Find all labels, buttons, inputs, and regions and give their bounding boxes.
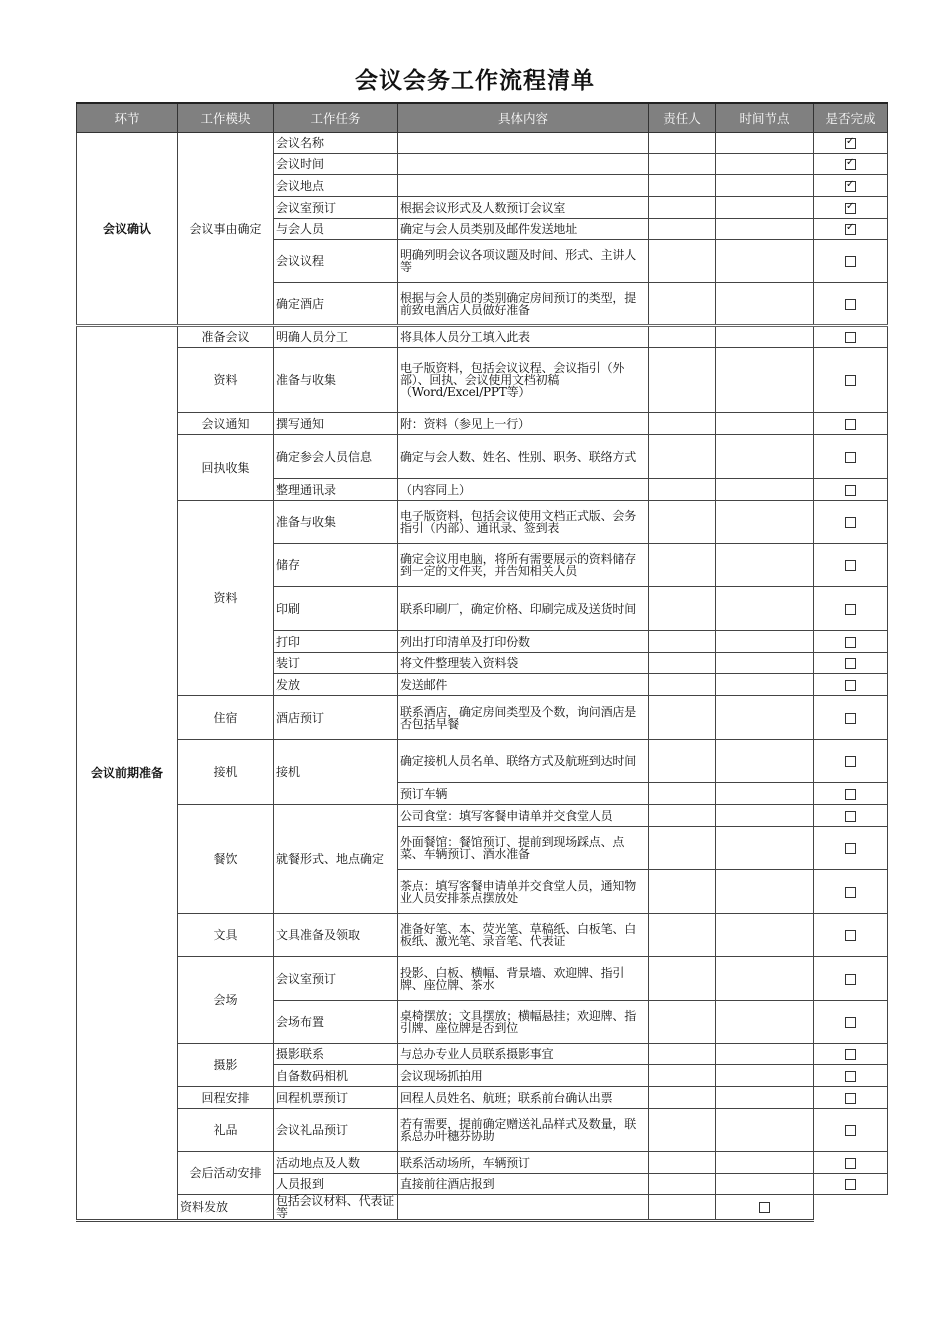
- checkbox-unchecked-icon[interactable]: [845, 1071, 856, 1082]
- task-cell: 发放: [274, 674, 398, 696]
- done-cell: [814, 544, 888, 587]
- detail-cell: 直接前往酒店报到: [398, 1174, 649, 1195]
- deadline-cell[interactable]: [716, 587, 814, 631]
- owner-cell[interactable]: [649, 1109, 716, 1152]
- owner-cell[interactable]: [649, 154, 716, 175]
- col-header-owner: 责任人: [649, 103, 716, 133]
- done-cell: [814, 133, 888, 154]
- task-cell: 准备与收集: [274, 348, 398, 413]
- table-row: [77, 326, 888, 348]
- owner-cell[interactable]: [649, 1044, 716, 1065]
- table-row: [77, 1087, 888, 1109]
- task-cell: 会议室预订: [274, 197, 398, 219]
- checkbox-unchecked-icon[interactable]: [845, 1049, 856, 1060]
- stage-cell: 会议确认: [77, 133, 178, 326]
- done-cell: [814, 957, 888, 1001]
- owner-cell[interactable]: [398, 1195, 649, 1221]
- deadline-cell[interactable]: [716, 240, 814, 283]
- detail-cell: 将具体人员分工填入此表: [398, 326, 649, 348]
- checkbox-unchecked-icon[interactable]: [845, 452, 856, 463]
- done-cell: [814, 413, 888, 435]
- deadline-cell[interactable]: [716, 1109, 814, 1152]
- table-row: [77, 914, 888, 957]
- owner-cell[interactable]: [649, 326, 716, 348]
- done-cell: [814, 1174, 888, 1195]
- module-cell: 会场: [178, 957, 274, 1044]
- detail-cell: 明确列明会议各项议题及时间、形式、主讲人等: [398, 240, 649, 283]
- checkbox-checked-icon[interactable]: [845, 138, 856, 149]
- table-row: [77, 133, 888, 154]
- task-cell: 整理通讯录: [274, 479, 398, 501]
- task-cell: 打印: [274, 631, 398, 653]
- owner-cell[interactable]: [649, 197, 716, 219]
- done-cell: [814, 587, 888, 631]
- module-cell: 会议事由确定: [178, 133, 274, 326]
- module-cell: 接机: [178, 740, 274, 805]
- detail-cell: [398, 133, 649, 154]
- owner-cell[interactable]: [649, 631, 716, 653]
- detail-cell: 确定会议用电脑，将所有需要展示的资料储存到一定的文件夹，并告知相关人员: [398, 544, 649, 587]
- deadline-cell[interactable]: [716, 1065, 814, 1087]
- detail-cell: 会议现场抓拍用: [398, 1065, 649, 1087]
- done-cell: [814, 696, 888, 740]
- done-cell: [814, 154, 888, 175]
- deadline-cell[interactable]: [716, 674, 814, 696]
- owner-cell[interactable]: [649, 133, 716, 154]
- detail-cell: 附：资料（参见上一行）: [398, 413, 649, 435]
- module-cell: 摄影: [178, 1044, 274, 1087]
- module-cell: 餐饮: [178, 805, 274, 914]
- checkbox-checked-icon[interactable]: [845, 224, 856, 235]
- detail-cell: 桌椅摆放；文具摆放；横幅悬挂；欢迎牌、指引牌、座位牌是否到位: [398, 1001, 649, 1044]
- detail-cell: 列出打印清单及打印份数: [398, 631, 649, 653]
- checkbox-unchecked-icon[interactable]: [845, 974, 856, 985]
- detail-cell: 发送邮件: [398, 674, 649, 696]
- checkbox-unchecked-icon[interactable]: [845, 256, 856, 267]
- task-cell: 明确人员分工: [274, 326, 398, 348]
- checkbox-unchecked-icon[interactable]: [845, 789, 856, 800]
- task-cell: 酒店预订: [274, 696, 398, 740]
- done-cell: [814, 326, 888, 348]
- done-cell: [814, 283, 888, 326]
- deadline-cell[interactable]: [716, 501, 814, 544]
- col-header-done: 是否完成: [814, 103, 888, 133]
- col-header-stage: 环节: [77, 103, 178, 133]
- checkbox-unchecked-icon[interactable]: [845, 658, 856, 669]
- checkbox-unchecked-icon[interactable]: [845, 930, 856, 941]
- table-row: [77, 435, 888, 479]
- owner-cell[interactable]: [649, 783, 716, 805]
- done-cell: [716, 1195, 814, 1221]
- owner-cell[interactable]: [649, 348, 716, 413]
- deadline-cell[interactable]: [716, 1044, 814, 1065]
- deadline-cell[interactable]: [716, 957, 814, 1001]
- table-row: [77, 1152, 888, 1174]
- task-cell: 回程机票预订: [274, 1087, 398, 1109]
- module-cell: 会后活动安排: [178, 1152, 274, 1195]
- owner-cell[interactable]: [649, 413, 716, 435]
- task-cell: 撰写通知: [274, 413, 398, 435]
- task-cell: 文具准备及领取: [274, 914, 398, 957]
- owner-cell[interactable]: [649, 1065, 716, 1087]
- col-header-detail: 具体内容: [398, 103, 649, 133]
- detail-cell: 公司食堂：填写客餐申请单并交食堂人员: [398, 805, 649, 827]
- deadline-cell[interactable]: [716, 914, 814, 957]
- done-cell: [814, 348, 888, 413]
- owner-cell[interactable]: [649, 1087, 716, 1109]
- detail-cell: 外面餐馆：餐馆预订、提前到现场踩点、点菜、车辆预订、酒水准备: [398, 827, 649, 870]
- done-cell: [814, 501, 888, 544]
- checkbox-unchecked-icon[interactable]: [845, 843, 856, 854]
- task-cell: 与会人员: [274, 219, 398, 240]
- deadline-cell[interactable]: [716, 1174, 814, 1195]
- owner-cell[interactable]: [649, 544, 716, 587]
- checkbox-unchecked-icon[interactable]: [845, 419, 856, 430]
- module-cell: 资料: [178, 501, 274, 696]
- checkbox-unchecked-icon[interactable]: [845, 680, 856, 691]
- checkbox-unchecked-icon[interactable]: [845, 887, 856, 898]
- checkbox-unchecked-icon[interactable]: [845, 332, 856, 343]
- owner-cell[interactable]: [649, 653, 716, 674]
- checkbox-unchecked-icon[interactable]: [845, 299, 856, 310]
- table-row: [77, 740, 888, 783]
- detail-cell: [398, 154, 649, 175]
- owner-cell[interactable]: [649, 870, 716, 914]
- owner-cell[interactable]: [649, 914, 716, 957]
- module-cell: 文具: [178, 914, 274, 957]
- task-cell: 会场布置: [274, 1001, 398, 1044]
- task-cell: 会议名称: [274, 133, 398, 154]
- done-cell: [814, 674, 888, 696]
- detail-cell: 确定与会人员类别及邮件发送地址: [398, 219, 649, 240]
- checkbox-unchecked-icon[interactable]: [845, 1093, 856, 1104]
- task-cell: 确定参会人员信息: [274, 435, 398, 479]
- detail-cell: 若有需要，提前确定赠送礼品样式及数量，联系总办叶穗芬协助: [398, 1109, 649, 1152]
- owner-cell[interactable]: [649, 740, 716, 783]
- detail-cell: 茶点：填写客餐申请单并交食堂人员，通知物业人员安排茶点摆放处: [398, 870, 649, 914]
- table-row: [77, 1109, 888, 1152]
- detail-cell: 电子版资料，包括会议使用文档正式版、会务指引（内部）、通讯录、签到表: [398, 501, 649, 544]
- done-cell: [814, 219, 888, 240]
- deadline-cell[interactable]: [716, 1152, 814, 1174]
- deadline-cell[interactable]: [716, 348, 814, 413]
- task-cell: 会议室预订: [274, 957, 398, 1001]
- module-cell: 回程安排: [178, 1087, 274, 1109]
- detail-cell: 投影、白板、横幅、背景墙、欢迎牌、指引牌、座位牌、茶水: [398, 957, 649, 1001]
- done-cell: [814, 631, 888, 653]
- checkbox-unchecked-icon[interactable]: [845, 1179, 856, 1190]
- header-row: [77, 103, 888, 133]
- done-cell: [814, 1044, 888, 1065]
- done-cell: [814, 1065, 888, 1087]
- checkbox-checked-icon[interactable]: [845, 203, 856, 214]
- detail-cell: 电子版资料，包括会议议程、会议指引（外部）、回执、会议使用文档初稿（Word/Excel/PPT等）: [398, 348, 649, 413]
- deadline-cell[interactable]: [716, 175, 814, 197]
- checkbox-unchecked-icon[interactable]: [845, 811, 856, 822]
- task-cell: 会议礼品预订: [274, 1109, 398, 1152]
- deadline-cell[interactable]: [716, 805, 814, 827]
- module-cell: 住宿: [178, 696, 274, 740]
- detail-cell: 与总办专业人员联系摄影事宜: [398, 1044, 649, 1065]
- task-cell: 准备与收集: [274, 501, 398, 544]
- checkbox-unchecked-icon[interactable]: [845, 604, 856, 615]
- checkbox-unchecked-icon[interactable]: [759, 1202, 770, 1213]
- detail-cell: 准备好笔、本、荧光笔、草稿纸、白板笔、白板纸、激光笔、录音笔、代表证: [398, 914, 649, 957]
- task-cell: 会议时间: [274, 154, 398, 175]
- deadline-cell[interactable]: [716, 154, 814, 175]
- deadline-cell[interactable]: [716, 283, 814, 326]
- task-cell: 会议议程: [274, 240, 398, 283]
- col-header-task: 工作任务: [274, 103, 398, 133]
- task-cell: 资料发放: [178, 1195, 274, 1221]
- done-cell: [814, 479, 888, 501]
- done-cell: [814, 197, 888, 219]
- owner-cell[interactable]: [649, 1001, 716, 1044]
- table-row: [77, 696, 888, 740]
- table-row: [77, 805, 888, 827]
- table-row: [77, 1044, 888, 1065]
- owner-cell[interactable]: [649, 674, 716, 696]
- task-cell: 确定酒店: [274, 283, 398, 326]
- task-cell: 接机: [274, 740, 398, 805]
- table-row: [77, 501, 888, 544]
- checkbox-unchecked-icon[interactable]: [845, 1125, 856, 1136]
- detail-cell: （内容同上）: [398, 479, 649, 501]
- done-cell: [814, 1109, 888, 1152]
- owner-cell[interactable]: [649, 587, 716, 631]
- deadline-cell[interactable]: [716, 783, 814, 805]
- done-cell: [814, 740, 888, 783]
- deadline-cell[interactable]: [716, 740, 814, 783]
- checkbox-unchecked-icon[interactable]: [845, 637, 856, 648]
- task-cell: 活动地点及人数: [274, 1152, 398, 1174]
- table-row: [77, 348, 888, 413]
- deadline-cell[interactable]: [716, 435, 814, 479]
- detail-cell: 联系印刷厂，确定价格、印刷完成及送货时间: [398, 587, 649, 631]
- workflow-table: [76, 102, 888, 1222]
- owner-cell[interactable]: [649, 1152, 716, 1174]
- done-cell: [814, 805, 888, 827]
- detail-cell: 联系活动场所，车辆预订: [398, 1152, 649, 1174]
- deadline-cell[interactable]: [716, 326, 814, 348]
- checkbox-checked-icon[interactable]: [845, 181, 856, 192]
- owner-cell[interactable]: [649, 501, 716, 544]
- owner-cell[interactable]: [649, 957, 716, 1001]
- task-cell: 印刷: [274, 587, 398, 631]
- deadline-cell[interactable]: [716, 870, 814, 914]
- col-header-module: 工作模块: [178, 103, 274, 133]
- done-cell: [814, 783, 888, 805]
- done-cell: [814, 870, 888, 914]
- deadline-cell[interactable]: [716, 1001, 814, 1044]
- deadline-cell[interactable]: [716, 696, 814, 740]
- owner-cell[interactable]: [649, 435, 716, 479]
- done-cell: [814, 435, 888, 479]
- module-cell: 准备会议: [178, 326, 274, 348]
- deadline-cell[interactable]: [716, 1087, 814, 1109]
- deadline-cell[interactable]: [716, 631, 814, 653]
- module-cell: 礼品: [178, 1109, 274, 1152]
- owner-cell[interactable]: [649, 696, 716, 740]
- detail-cell: 预订车辆: [398, 783, 649, 805]
- detail-cell: 包括会议材料、代表证等: [274, 1195, 398, 1221]
- checkbox-unchecked-icon[interactable]: [845, 485, 856, 496]
- deadline-cell[interactable]: [716, 197, 814, 219]
- deadline-cell[interactable]: [649, 1195, 716, 1221]
- col-header-deadline: 时间节点: [716, 103, 814, 133]
- done-cell: [814, 827, 888, 870]
- owner-cell[interactable]: [649, 219, 716, 240]
- deadline-cell[interactable]: [716, 133, 814, 154]
- deadline-cell[interactable]: [716, 653, 814, 674]
- owner-cell[interactable]: [649, 479, 716, 501]
- checkbox-unchecked-icon[interactable]: [845, 756, 856, 767]
- owner-cell[interactable]: [649, 827, 716, 870]
- task-cell: 装订: [274, 653, 398, 674]
- done-cell: [814, 175, 888, 197]
- detail-cell: 确定与会人数、姓名、性别、职务、联络方式: [398, 435, 649, 479]
- table-row: [77, 957, 888, 1001]
- task-cell: 人员报到: [274, 1174, 398, 1195]
- module-cell: 资料: [178, 348, 274, 413]
- owner-cell[interactable]: [649, 175, 716, 197]
- deadline-cell[interactable]: [716, 827, 814, 870]
- detail-cell: 将文件整理装入资料袋: [398, 653, 649, 674]
- page-title: 会议会务工作流程清单: [355, 68, 595, 94]
- detail-cell: 联系酒店，确定房间类型及个数，询问酒店是否包括早餐: [398, 696, 649, 740]
- checkbox-unchecked-icon[interactable]: [845, 713, 856, 724]
- checkbox-checked-icon[interactable]: [845, 159, 856, 170]
- deadline-cell[interactable]: [716, 413, 814, 435]
- done-cell: [814, 1152, 888, 1174]
- detail-cell: 回程人员姓名、航班；联系前台确认出票: [398, 1087, 649, 1109]
- done-cell: [814, 1001, 888, 1044]
- detail-cell: 确定接机人员名单、联络方式及航班到达时间: [398, 740, 649, 783]
- task-cell: 会议地点: [274, 175, 398, 197]
- table-row: [77, 413, 888, 435]
- task-cell: 储存: [274, 544, 398, 587]
- deadline-cell[interactable]: [716, 544, 814, 587]
- checkbox-unchecked-icon[interactable]: [845, 1158, 856, 1169]
- checkbox-unchecked-icon[interactable]: [845, 375, 856, 386]
- owner-cell[interactable]: [649, 283, 716, 326]
- done-cell: [814, 1087, 888, 1109]
- owner-cell[interactable]: [649, 805, 716, 827]
- stage-cell: 会议前期准备: [77, 326, 178, 1221]
- done-cell: [814, 653, 888, 674]
- checkbox-unchecked-icon[interactable]: [845, 1017, 856, 1028]
- owner-cell[interactable]: [649, 1174, 716, 1195]
- task-cell: 自备数码相机: [274, 1065, 398, 1087]
- module-cell: 会议通知: [178, 413, 274, 435]
- detail-cell: 根据会议形式及人数预订会议室: [398, 197, 649, 219]
- task-cell: 摄影联系: [274, 1044, 398, 1065]
- task-cell: 就餐形式、地点确定: [274, 805, 398, 914]
- checkbox-unchecked-icon[interactable]: [845, 560, 856, 571]
- checkbox-unchecked-icon[interactable]: [845, 517, 856, 528]
- table-row: [77, 1195, 888, 1221]
- module-cell: 回执收集: [178, 435, 274, 501]
- deadline-cell[interactable]: [716, 479, 814, 501]
- done-cell: [814, 240, 888, 283]
- detail-cell: 根据与会人员的类别确定房间预订的类型，提前致电酒店人员做好准备: [398, 283, 649, 326]
- detail-cell: [398, 175, 649, 197]
- deadline-cell[interactable]: [716, 219, 814, 240]
- owner-cell[interactable]: [649, 240, 716, 283]
- done-cell: [814, 914, 888, 957]
